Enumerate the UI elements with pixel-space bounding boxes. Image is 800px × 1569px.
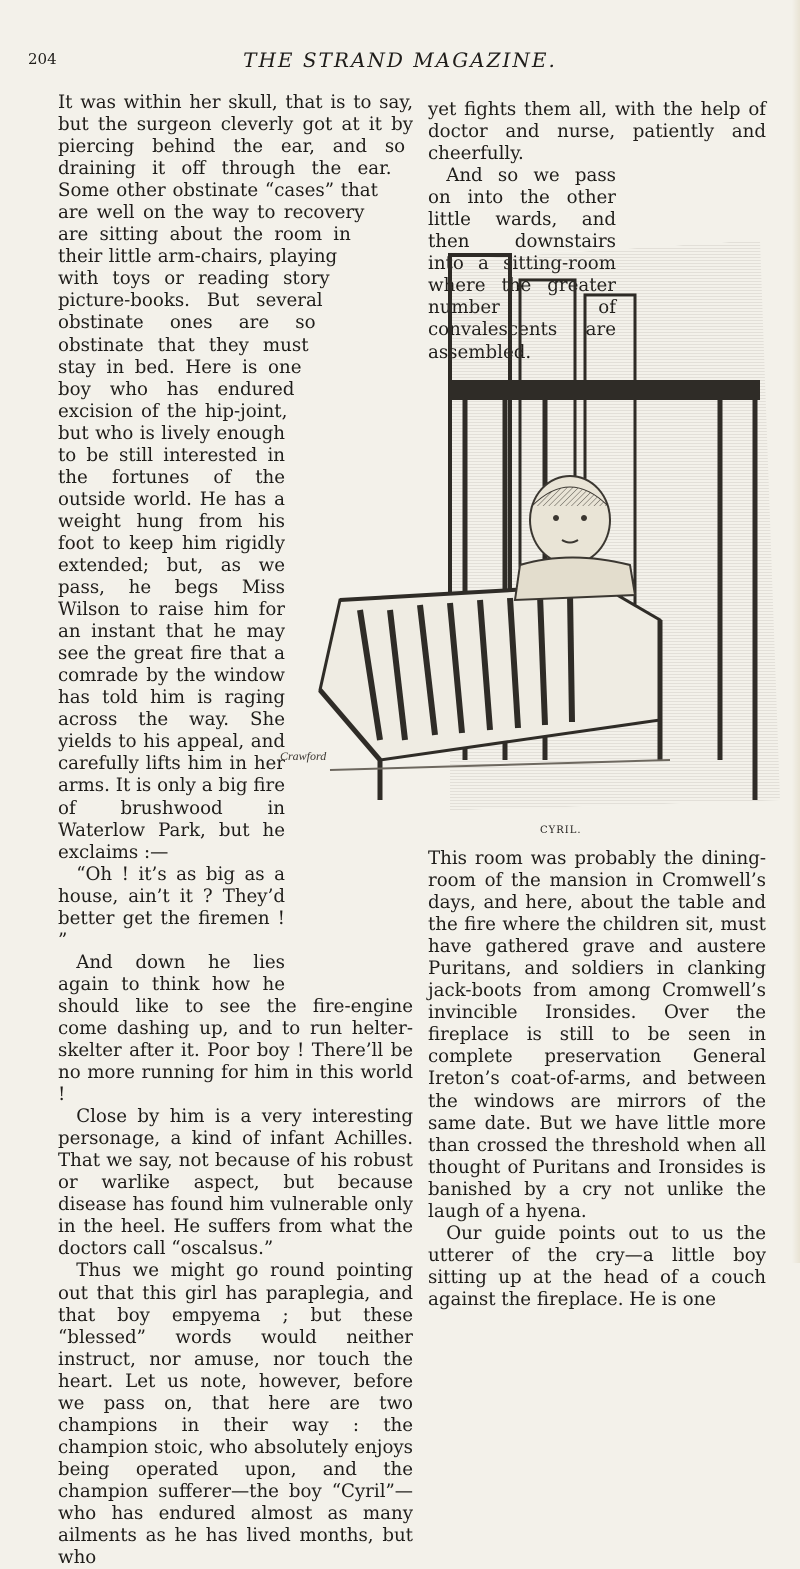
paragraph: And so we pass on into the other little wards, and then downstairs into a sitting-room where the greater number of convalescents are assembled. [428,165,616,363]
page-edge [792,0,800,1263]
right-column-bottom [428,848,766,1311]
paragraph: And down he lies again to think how he should like to see the fire-engine come dashing up, and to run helter-skelter after it. Poor boy ! There’ll be no more running for him in this world ! [58,951,413,1106]
paragraph: yet fights them all, with the help of doctor and nurse, patiently and cheerfully. [428,99,766,165]
cyril-illustration [280,200,790,830]
paragraph: “Oh ! it’s as big as a house, ain’t it ? They’d better get the firemen ! ” [58,863,285,951]
artist-signature: Crawford [280,749,327,763]
paragraph: Thus we might go round pointing out that this girl has paraplegia, and that boy empyema ; but these “blessed” words would neither instruct, nor amuse, nor touch the heart. Let us note, however, before we pass on, that here are two champions in their way : the champion stoic, who absolutely enjoys being operated upon, and the champion sufferer—the boy “Cyril”—who has endured almost as many ailments as he has lived months, but who [58,1260,413,1569]
paragraph: Our guide points out to us the utterer of the cry—a little boy sitting up at the head of a couch against the fireplace. He is one [428,1222,766,1310]
page-number: 204 [28,50,57,68]
paragraph: This room was probably the dining-room of the mansion in Cromwell’s days, and here, about the table and the fire where the children sit, must have gathered grave and austere Puritans, and soldiers in clanking jack-boots from among Cromwell’s invincible Ironsides. Over the fireplace is still to be seen in complete preservation General Ireton’s coat-of-arms, and between the windows are mirrors of the same date. But we have little more than crossed the threshold when all thought of Puritans and Ironsides is banished by a cry not unlike the laugh of a hyena. [428,848,766,1222]
paragraph: Close by him is a very interesting personage, a kind of infant Achilles. That we say, not because of his robust or warlike aspect, but because disease has found him vulnerable only in the heel. He suffers from what the doctors call “oscalsus.” [58,1106,413,1260]
running-head: THE STRAND MAGAZINE. [243,48,557,72]
paragraph: It was within her skull, that is to say, but the surgeon cleverly got at it by piercing behind the ear, and so draining it off through the ear. Some other obstinate “cases” that are well on the way to recovery are sitting about the room in their little arm-chairs, playing with toys or reading story picture-books. But several obstinate ones are so obstinate that they must stay in bed. Here is one boy who has endured excision of the hip-joint, but who is lively enough to be still interested in the fortunes of the outside world. He has a weight hung from his foot to keep him rigidly extended; but, as we pass, he begs Miss Wilson to raise him for an instant that he may see the great fire that a comrade by the window has told him is raging across the way. She yields to his appeal, and carefully lifts him in her arms. It is only a big fire of brushwood in Waterlow Park, but he exclaims :— [58,92,413,863]
illustration-caption: CYRIL. [540,825,582,836]
